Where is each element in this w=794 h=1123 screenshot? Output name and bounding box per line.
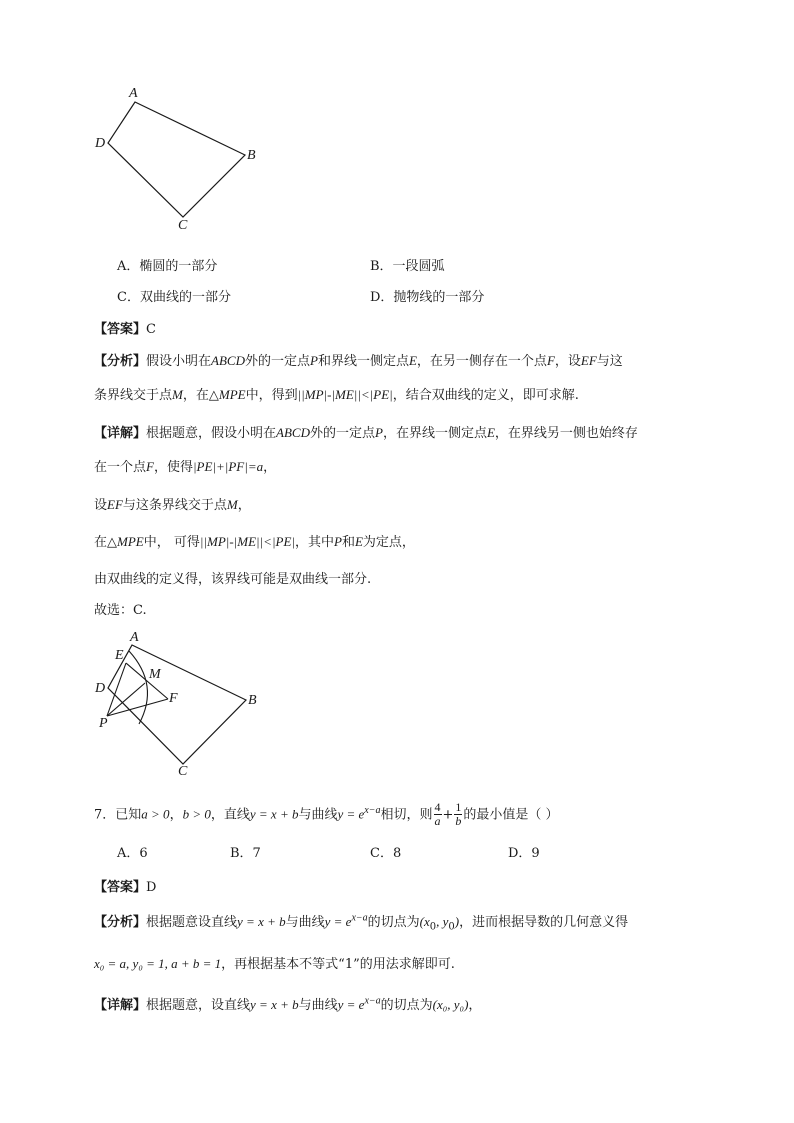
subscript: 0 <box>448 921 455 933</box>
text: ，再根据基本不等式“1”的用法求解即可. <box>221 957 455 972</box>
q7-option-c: C．8 <box>370 846 402 861</box>
formula: ||MP|-|ME||<|PE| <box>297 387 393 402</box>
text: 与曲线 <box>298 807 338 823</box>
text: ，直线 <box>210 807 250 823</box>
math: y = x + b <box>250 997 299 1012</box>
math: F <box>546 353 555 368</box>
math: E <box>408 353 417 368</box>
text: 在△ <box>94 535 117 550</box>
exponent: x−a <box>364 805 381 816</box>
text: 根据题意，假设小明在 <box>146 426 277 441</box>
q7-analysis-line1 <box>94 911 628 933</box>
text: ，在界线一侧定点 <box>382 426 487 441</box>
analysis-tag: 【分析】 <box>94 354 147 369</box>
fig2-label-e: E <box>115 648 124 663</box>
formula: |PE|+|PF|=a <box>192 459 264 474</box>
text: 为定点， <box>362 535 415 550</box>
q7-question <box>94 800 559 828</box>
analysis-tag: 【分析】 <box>94 915 147 930</box>
text: 与这 <box>596 354 623 369</box>
text: 条界线交于点 <box>94 388 173 403</box>
math: MPE <box>218 387 246 402</box>
math: P <box>375 425 383 440</box>
math: y = e <box>337 806 365 822</box>
q6-detail-line6: 故选：C. <box>94 603 147 618</box>
text: ， <box>237 498 251 513</box>
text: 根据题意，设直线 <box>146 998 251 1013</box>
text: 外的一定点 <box>244 354 310 369</box>
operator: + <box>442 807 454 823</box>
math: M <box>226 497 238 512</box>
math: EF <box>580 353 597 368</box>
fraction-1-over-b <box>454 801 462 828</box>
q7-option-d: D．9 <box>508 846 540 861</box>
numerator: 1 <box>455 800 462 815</box>
text: ， <box>468 998 482 1013</box>
math: P <box>310 353 318 368</box>
text: ，进而根据导数的几何意义得 <box>459 915 629 930</box>
text: 中，得到 <box>245 388 298 403</box>
math: y = x + b <box>249 806 299 822</box>
q6-detail-line5: 由双曲线的定义得，该界线可能是双曲线一部分. <box>94 572 372 587</box>
fig2-label-d: D <box>95 681 106 696</box>
numerator: 4 <box>434 800 441 815</box>
exponent: x−a <box>351 912 368 924</box>
text: 7．已知 <box>94 807 142 823</box>
answer-tag: 【答案】 <box>94 322 147 337</box>
text: 的最小值是（ ） <box>463 807 559 823</box>
math: M <box>172 387 183 402</box>
text: ， <box>169 807 183 823</box>
text: 的切点为 <box>367 915 420 930</box>
text: 和 <box>341 535 355 550</box>
formula: x₀ = a, y₀ = 1, a + b = 1 <box>94 956 222 971</box>
math: b > 0 <box>182 806 211 822</box>
fig2-label-m: M <box>149 667 161 682</box>
math: y = x + b <box>237 914 286 929</box>
denominator: b <box>455 814 462 829</box>
math: EF <box>107 497 123 512</box>
math: (x <box>419 914 430 929</box>
math: y = e <box>324 914 352 929</box>
answer-value: C <box>146 322 156 337</box>
text: 设 <box>94 498 108 513</box>
answer-tag: 【答案】 <box>94 880 147 895</box>
q7-option-b: B．7 <box>230 846 261 861</box>
text: ，在△ <box>182 388 219 403</box>
text: ，在界线另一侧也始终存 <box>494 426 638 441</box>
math: , y <box>436 914 449 929</box>
text: ，使得 <box>153 460 193 475</box>
math: E <box>354 534 363 549</box>
q6-option-c: C．双曲线的一部分 <box>117 290 231 305</box>
q7-option-a: A．6 <box>117 846 148 861</box>
formula: ||MP|-|ME||<|PE| <box>199 534 295 549</box>
text: ，设 <box>554 354 581 369</box>
fig2-label-b: B <box>248 693 257 708</box>
detail-tag: 【详解】 <box>94 426 147 441</box>
fig2-label-f: F <box>169 691 178 706</box>
answer-value: D <box>146 880 157 895</box>
math: (x₀, y₀) <box>432 997 469 1012</box>
text: 与这条界线交于点 <box>122 498 227 513</box>
text: ，结合双曲线的定义，即可求解. <box>392 388 579 403</box>
text: 的切点为 <box>380 998 433 1013</box>
math: y = e <box>337 997 365 1012</box>
fig2-label-a: A <box>130 630 139 645</box>
math: ABCD <box>276 425 310 440</box>
math: ABCD <box>211 353 245 368</box>
text: 相切，则 <box>380 807 433 823</box>
hyperbola-arc <box>129 651 147 724</box>
text: ，在另一侧存在一个点 <box>416 354 547 369</box>
text: 在一个点 <box>94 460 147 475</box>
q7-detail-line1 <box>94 994 481 1013</box>
text: 根据题意设直线 <box>146 915 238 930</box>
math: a > 0 <box>141 806 170 822</box>
text: 和界线一侧定点 <box>317 354 409 369</box>
subscript: 0 <box>429 921 437 933</box>
text: 中， 可得 <box>143 535 200 550</box>
fig2-label-p: P <box>99 716 108 731</box>
fig1-label-c: C <box>178 218 188 233</box>
text: ，其中 <box>294 535 334 550</box>
fig1-label-d: D <box>95 136 106 151</box>
text: 与曲线 <box>298 998 338 1013</box>
q6-option-b: B．一段圆弧 <box>370 259 445 274</box>
q7-analysis-line2 <box>94 953 455 972</box>
text: 外的一定点 <box>309 426 375 441</box>
text: 假设小明在 <box>146 354 212 369</box>
math: P <box>334 534 342 549</box>
math: E <box>486 425 495 440</box>
q6-option-d: D．抛物线的一部分 <box>370 290 485 305</box>
text: ， <box>263 460 277 475</box>
fraction-4-over-a <box>434 801 442 828</box>
fig1-label-b: B <box>247 148 256 163</box>
math: ) <box>454 914 460 929</box>
text: 与曲线 <box>285 915 325 930</box>
q7-answer <box>94 876 156 895</box>
math: MPE <box>117 534 144 549</box>
math: F <box>146 459 154 474</box>
detail-tag: 【详解】 <box>94 998 147 1013</box>
fig1-label-a: A <box>129 86 138 101</box>
denominator: a <box>434 814 441 829</box>
exponent: x−a <box>364 995 381 1007</box>
q6-option-a: A．椭圆的一部分 <box>117 259 218 274</box>
fig2-label-c: C <box>178 764 188 779</box>
